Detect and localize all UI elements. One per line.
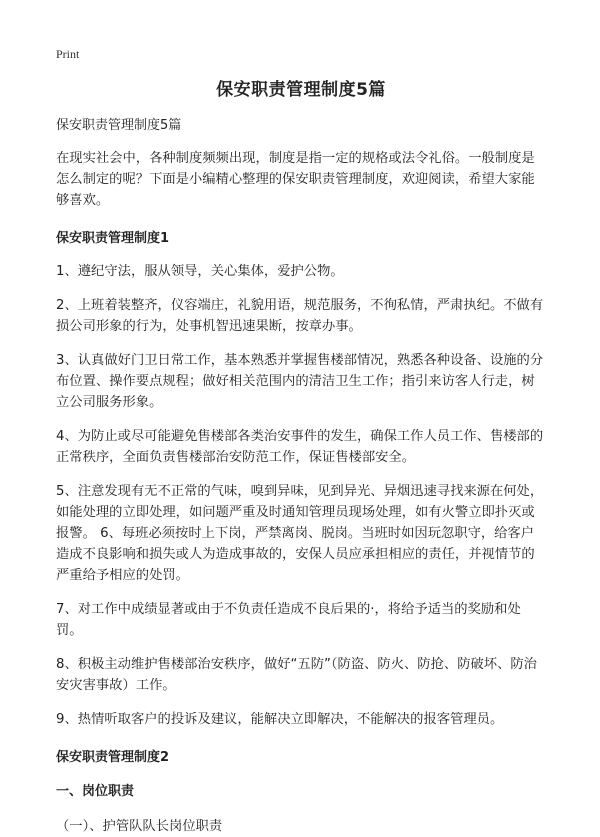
document-body (56, 78, 546, 837)
list-item: 4、为防止或尽可能避免售楼部各类治安事件的发生，确保工作人员工作、售楼部的正常秩序，全面负责售楼部治安防范工作，保证售楼部安全。 (56, 429, 544, 465)
document-subtitle: 保安职责管理制度5篇 (56, 118, 182, 133)
list-item: 8、积极主动维护售楼部治安秩序，做好“五防”（防盗、防火、防抢、防破坏、防治安灾害事故）工作。 (56, 657, 537, 693)
page-title: 保安职责管理制度5篇 (216, 80, 386, 100)
list-item: 7、对工作中成绩显著或由于不负责任造成不良后果的·，将给予适当的奖励和处罚。 (56, 602, 521, 638)
section-subheading: 一、岗位职责 (56, 784, 135, 799)
list-item: 1、遵纪守法，服从领导，关心集体，爱护公物。 (56, 264, 344, 279)
list-item: 9、热情听取客户的投诉及建议，能解决立即解决，不能解决的报客管理员。 (56, 712, 504, 727)
list-item: 2、上班着装整齐，仪容端庄，礼貌用语，规范服务，不徇私情，严肃执纪。不做有损公司形象的行为，处事机智迅速果断，按章办事。 (56, 298, 544, 334)
section-heading-1: 保安职责管理制度1 (56, 231, 170, 246)
list-item: 3、认真做好门卫日常工作，基本熟悉并掌握售楼部情况，熟悉各种设备、设施的分布位置、操作要点规程；做好相关范围内的清洁卫生工作；指引来访客人行走，树立公司服务形象。 (56, 353, 544, 410)
intro-paragraph: 在现实社会中，各种制度频频出现，制度是指一定的规格或法令礼俗。一般制度是怎么制定的呢？下面是小编精心整理的保安职责管理制度，欢迎阅读，希望大家能够喜欢。 (56, 151, 535, 208)
list-item: （一）、护管队队长岗位职责 (56, 819, 223, 834)
print-label: Print (56, 47, 80, 61)
list-item: 5、注意发现有无不正常的气味，嗅到异味，见到异光、异烟迅速寻找来源在何处，如能处理的立即处理，如问题严重及时通知管理员现场处理，如有火警立即扑灭或报警。 6、每班必须按时上下岗，严禁离岗、脱岗。当班时如因玩忽职守，给客户造成不良影响和损失或人为造成事故的，安保人员应承担相应的责任，并视情节的严重给予相应的处罚。 (56, 484, 544, 583)
section-heading-2: 保安职责管理制度2 (56, 750, 170, 765)
